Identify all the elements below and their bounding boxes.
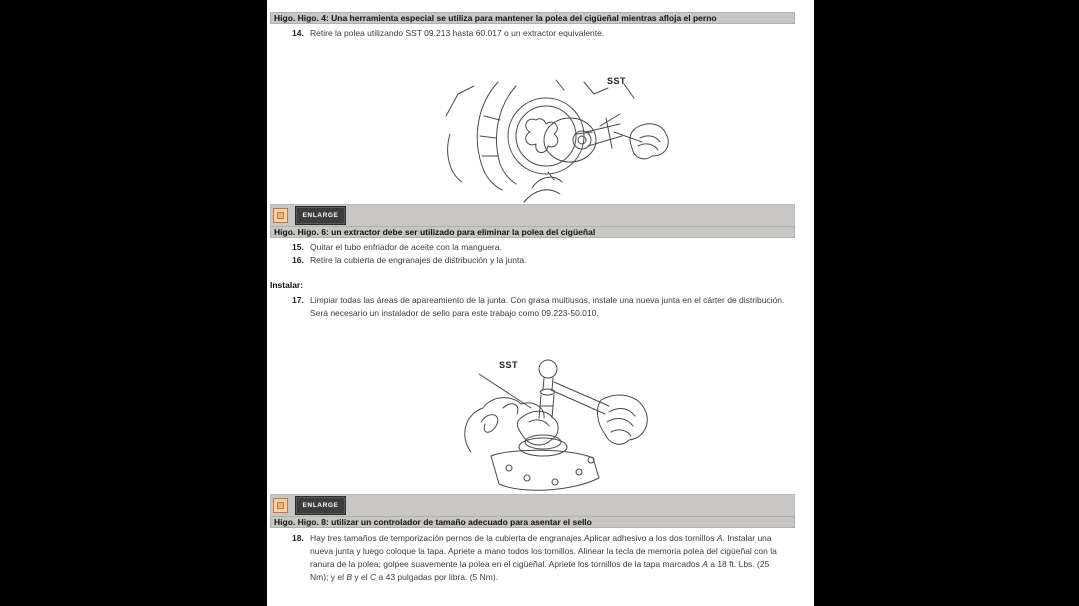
figure-8-header-bar: Higo. Higo. 8: utilizar un controlador de tamaño adecuado para asentar el sello [270, 516, 795, 528]
step-17-number: 17. [292, 295, 304, 305]
step-18 [267, 532, 814, 584]
left-letterbox [0, 0, 267, 606]
step-16-number: 16. [292, 255, 304, 265]
step-16 [267, 254, 814, 267]
figure-7-enlarge-row [270, 494, 795, 516]
bolt-ref-b: B [346, 572, 353, 582]
step-17-text: Limpiar todas las áreas de apareamiento de la junta. Con grasa multiusos, instale una nueva junta en el cárter de distribución. Será necesario un instalador de sello para este trabajo como 09.223-50.010. [310, 295, 785, 318]
bolt-ref-a1: A [716, 533, 723, 543]
step-15 [267, 241, 814, 254]
step-18-part5: a 43 pulgadas por libra. (5 Nm). [376, 572, 499, 582]
step-15-number: 15. [292, 242, 304, 252]
step-18-part3: a 18 ft. Lbs. (25 Nm); y el [310, 559, 770, 582]
figure-link-icon-inner [277, 212, 284, 219]
figure-link-icon[interactable] [273, 208, 288, 223]
step-14-number: 14. [292, 28, 304, 38]
step-18-number: 18. [292, 533, 304, 543]
step-17 [267, 294, 814, 320]
figure-link-icon-2[interactable] [273, 498, 288, 513]
seal-installer-illustration [451, 356, 661, 494]
step-14 [267, 27, 814, 40]
figure-4-header-bar: Higo. Higo. 4: Una herramienta especial se utiliza para mantener la polea del cigüeñal mientras afloja el perno [270, 12, 795, 24]
step-14-text: Retire la polea utilizando SST 09.213 hasta 60.017 o un extractor equivalente. [310, 28, 605, 38]
right-letterbox [814, 0, 1079, 606]
step-15-text: Quitar el tubo enfriador de aceite con la manguera. [310, 242, 502, 252]
figure-7-container [267, 320, 814, 494]
install-heading: Instalar: [270, 280, 304, 290]
figure-4-enlarge-row [270, 204, 795, 226]
figure-4-container [267, 40, 814, 204]
figure-link-icon-2-inner [277, 502, 284, 509]
step-18-part1: Hay tres tamaños de temporización pernos de la cubierta de engranajes.Aplicar adhesivo a los dos tornillos [310, 533, 717, 543]
sst-tool-label-2: SST [499, 360, 519, 370]
enlarge-button-2[interactable]: ENLARGE [296, 497, 345, 514]
enlarge-button-1[interactable]: ENLARGE [296, 207, 345, 224]
bolt-ref-c: C [370, 572, 377, 582]
sst-tool-label: SST [606, 76, 626, 86]
pulley-puller-illustration [436, 76, 676, 204]
step-18-text [310, 532, 789, 584]
bolt-ref-a2: A [702, 559, 708, 569]
figure-6-header-bar: Higo. Higo. 6: un extractor debe ser utilizado para eliminar la polea del cigüeñal [270, 226, 795, 238]
step-18-part2: . Instalar una nueva junta y luego coloque la tapa. Apriete a mano todos los tornillos. Alinear la tecla de memoria polea del cigüeñal con la ranura de la polea; golpee suavemente la polea en el cigüeñal. Apriete los tornillos de la tapa marcados [310, 533, 777, 569]
step-18-part4: y el [352, 572, 370, 582]
manual-page [267, 0, 814, 606]
step-16-text: Retire la cubierta de engranajes de distribución y la junta. [310, 255, 527, 265]
